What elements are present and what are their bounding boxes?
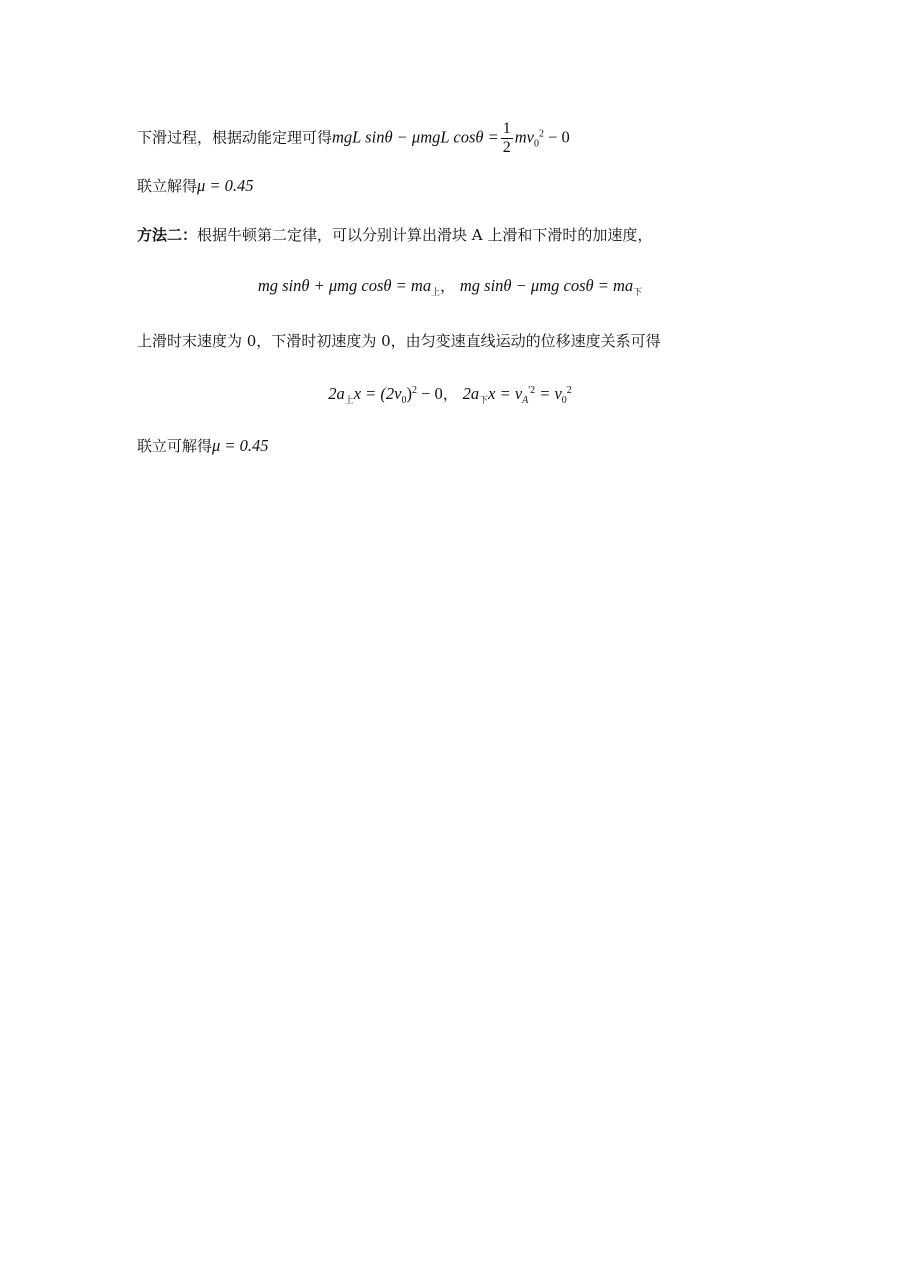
fraction-denominator: 2	[502, 139, 511, 156]
eq2-part-c: = v	[535, 384, 562, 403]
eq1-v-subscript: 0	[401, 395, 407, 406]
line5-text: 上滑时末速度为 0，下滑时初速度为 0，由匀变速直线运动的位移速度关系可得	[137, 332, 661, 350]
line2-text: 联立解得	[137, 177, 198, 195]
down-acceleration-equation: mg sinθ − μmg cosθ = ma	[459, 276, 634, 295]
line2-equation: μ = 0.45	[197, 176, 254, 195]
line1-equation-left: mgL sinθ − μmgL cosθ =	[332, 127, 499, 147]
method-two-heading-line	[137, 225, 652, 245]
eq2-v-subscript: 0	[561, 395, 567, 406]
line1-equation-tail: − 0	[544, 127, 570, 147]
newton-equations-line	[0, 276, 900, 303]
down-subscript: 下	[633, 288, 643, 298]
fraction-numerator: 1	[502, 120, 511, 137]
line1-superscript: 2	[539, 128, 544, 140]
method-two-label: 方法二：	[137, 226, 198, 244]
line7-equation: μ = 0.45	[212, 436, 269, 455]
eq2-a-subscript: A	[522, 395, 529, 406]
eq2-prime-superscript: '2	[528, 385, 536, 396]
eq2-down-subscript: 下	[479, 396, 489, 406]
kinematic-equations-line	[0, 384, 900, 411]
eq2-superscript: 2	[566, 385, 572, 396]
velocity-description-line	[137, 331, 661, 351]
eq1-part-a: 2a	[328, 384, 345, 403]
equation-separator: ，	[440, 277, 456, 295]
method-two-text: 根据牛顿第二定律，可以分别计算出滑块 A 上滑和下滑时的加速度，	[197, 226, 653, 244]
up-subscript: 上	[431, 288, 441, 298]
eq1-part-b: x = (2v	[353, 384, 402, 403]
line7-text: 联立可解得	[137, 437, 213, 455]
eq1-up-subscript: 上	[344, 396, 354, 406]
kinetic-energy-theorem-line	[137, 121, 570, 156]
eq2-part-a: 2a	[462, 384, 480, 403]
eq2-part-b: x = v	[488, 384, 523, 403]
eq1-superscript: 2	[412, 385, 417, 396]
solve-result-line-1	[137, 176, 254, 196]
eq1-part-d: − 0	[417, 384, 443, 403]
line1-text: 下滑过程，根据动能定理可得	[137, 128, 333, 147]
eq1-part-c: )	[406, 384, 412, 403]
up-acceleration-equation: mg sinθ + μmg cosθ = ma	[257, 276, 432, 295]
line1-subscript: 0	[534, 138, 539, 150]
equation-separator: ，	[442, 385, 458, 403]
one-half-fraction	[501, 121, 513, 156]
solve-result-line-2	[137, 436, 269, 456]
line1-equation-right: mv	[514, 127, 534, 147]
